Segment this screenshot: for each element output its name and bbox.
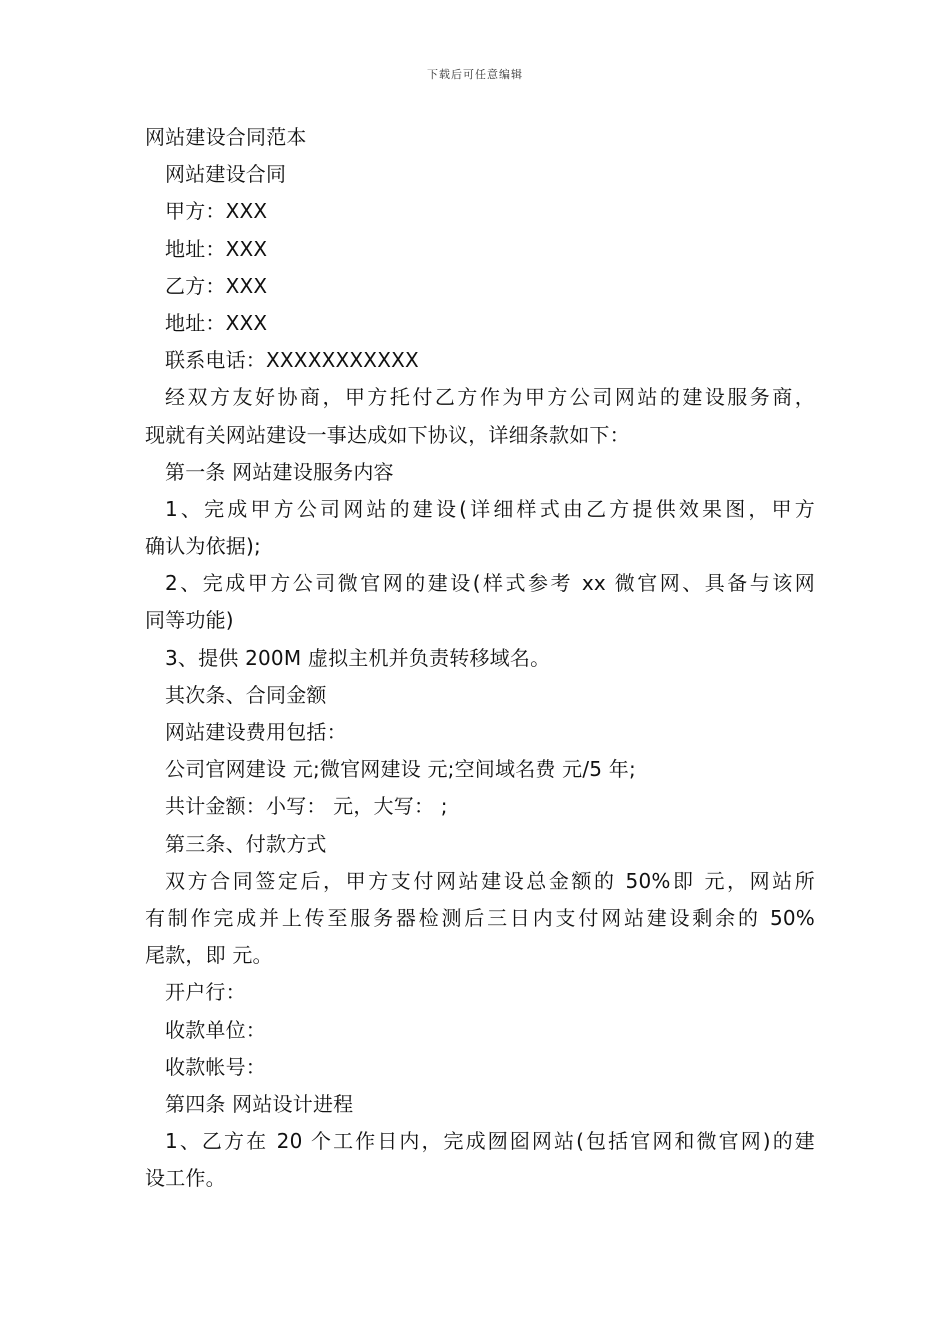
paragraph-line: 经双方友好协商，甲方托付乙方作为甲方公司网站的建设服务商， xyxy=(165,385,815,410)
paragraph-line: 双方合同签定后，甲方支付网站建设总金额的 50%即 元，网站所 xyxy=(165,868,815,893)
document-title: 网站建设合同范本 xyxy=(145,125,307,149)
paragraph-line: 其次条、合同金额 xyxy=(165,682,327,707)
paragraph-line: 确认为依据); xyxy=(145,534,261,559)
paragraph-line: 现就有关网站建设一事达成如下协议，详细条款如下： xyxy=(145,422,630,447)
paragraph-line: 网站建设费用包括： xyxy=(165,720,347,744)
paragraph-line: 网站建设合同 xyxy=(165,162,287,187)
paragraph-line: 1、乙方在 20 个工作日内，完成囫囵网站(包括官网和微官网)的建 xyxy=(165,1129,815,1154)
paragraph-line: 收款单位： xyxy=(165,1017,266,1042)
paragraph-line: 同等功能) xyxy=(145,608,234,633)
paragraph-line: 第三条、付款方式 xyxy=(165,831,327,856)
header-note: 下载后可任意编辑 xyxy=(427,68,523,81)
paragraph-line: 地址：XXX xyxy=(165,310,268,335)
paragraph-line: 第四条 网站设计进程 xyxy=(165,1091,354,1116)
paragraph-line: 甲方：XXX xyxy=(165,199,268,224)
paragraph-line: 共计金额：小写： 元，大写： ; xyxy=(165,794,448,819)
paragraph-line: 开户行： xyxy=(165,980,246,1005)
paragraph-line: 设工作。 xyxy=(145,1166,226,1191)
paragraph-line: 2、完成甲方公司微官网的建设(样式参考 xx 微官网、具备与该网 xyxy=(165,571,815,596)
paragraph-line: 乙方：XXX xyxy=(165,273,268,298)
paragraph-line: 尾款，即 元。 xyxy=(145,943,273,968)
paragraph-line: 地址：XXX xyxy=(165,236,268,261)
paragraph-line: 有制作完成并上传至服务器检测后三日内支付网站建设剩余的 50% xyxy=(145,905,815,930)
paragraph-line: 第一条 网站建设服务内容 xyxy=(165,459,394,484)
paragraph-line: 3、提供 200M 虚拟主机并负责转移域名。 xyxy=(165,645,551,670)
paragraph-line: 收款帐号： xyxy=(165,1054,266,1079)
document-body xyxy=(145,119,815,1197)
paragraph-line: 公司官网建设 元;微官网建设 元;空间域名费 元/5 年; xyxy=(165,757,636,782)
paragraph-line: 1、完成甲方公司网站的建设(详细样式由乙方提供效果图，甲方 xyxy=(165,496,815,521)
paragraph-line: 联系电话：XXXXXXXXXXX xyxy=(165,348,419,373)
